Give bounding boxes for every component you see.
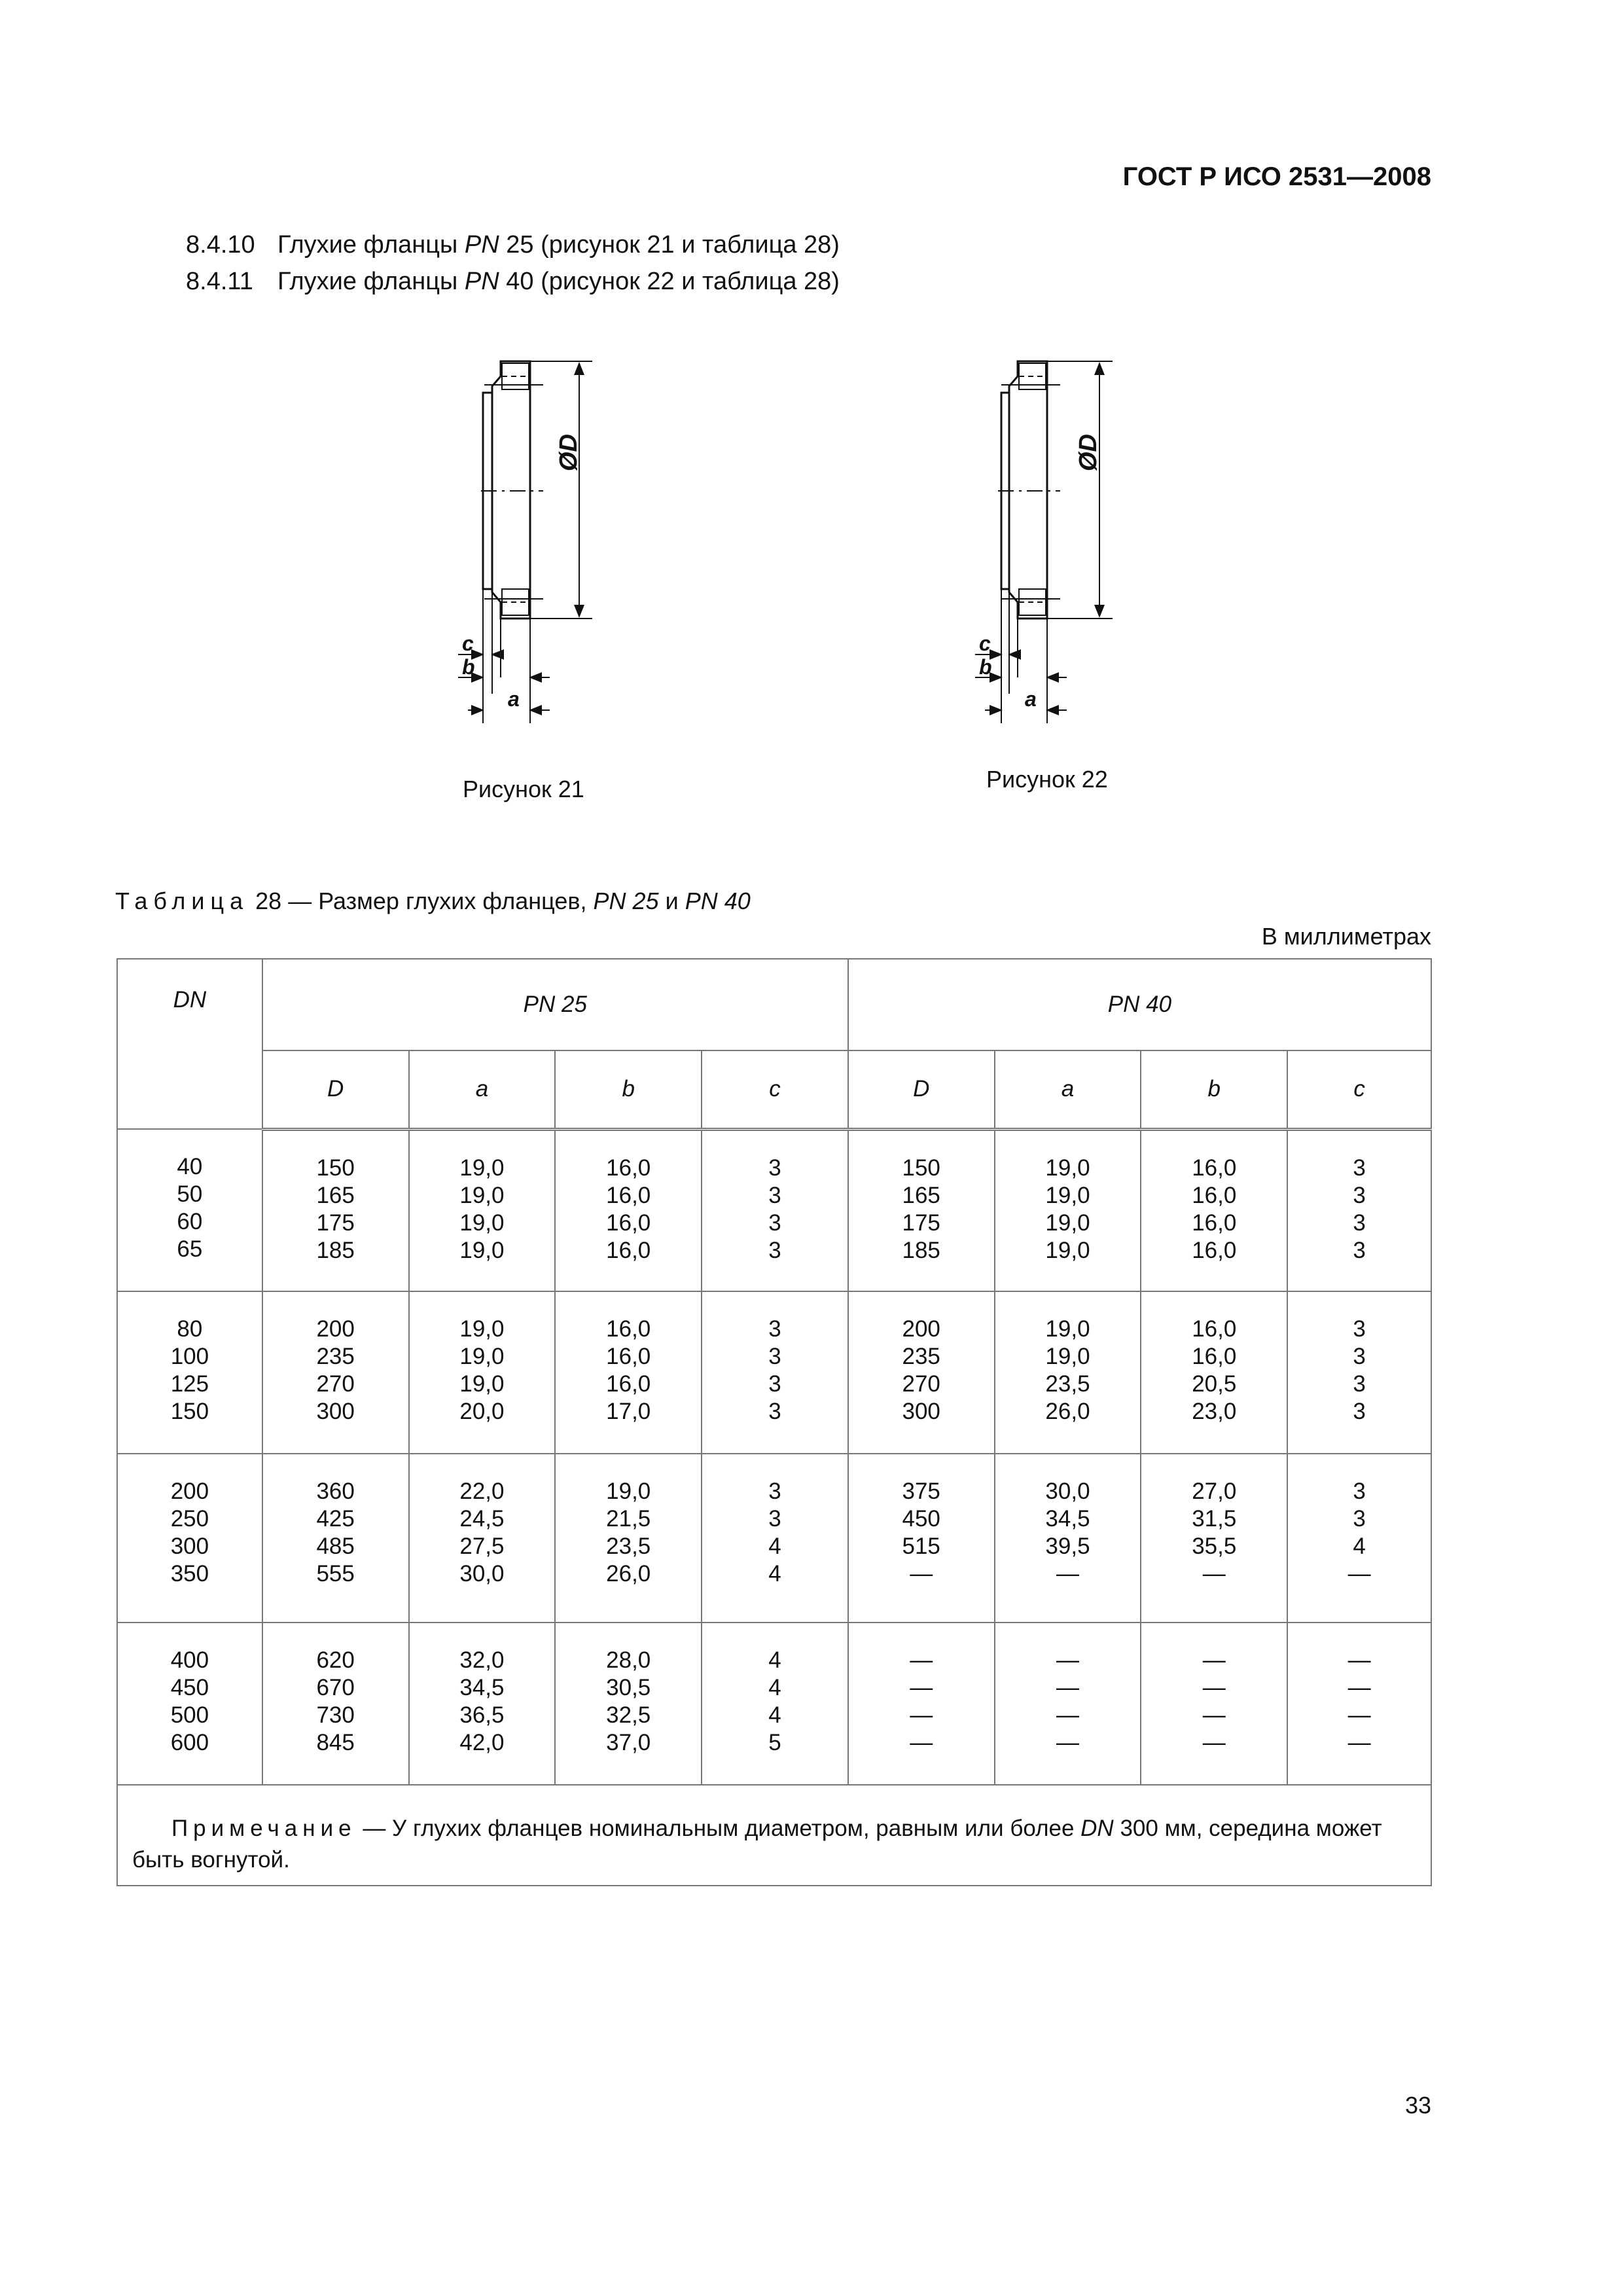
cell-pn40-a: 19,0 19,0 23,5 26,0 (995, 1291, 1141, 1454)
cell-pn40-b: 16,0 16,0 16,0 16,0 (1141, 1129, 1287, 1291)
table-row (117, 1291, 1431, 1454)
cell-dn: 200 250 300 350 (117, 1454, 262, 1623)
cell-pn25-b: 16,0 16,0 16,0 17,0 (555, 1291, 702, 1454)
group-header-pn40 (848, 959, 1431, 1050)
cell-dn: 80 100 125 150 (117, 1291, 262, 1454)
cell-pn40-a: 19,0 19,0 19,0 19,0 (995, 1129, 1141, 1291)
fig21-caption: Рисунок 21 (463, 776, 584, 802)
page-number: 33 (1404, 2092, 1431, 2119)
cell-pn40-b: — — — — (1141, 1623, 1287, 1785)
cell-pn25-D: 620 670 730 845 (262, 1623, 409, 1785)
fig22-dim-c: c (979, 632, 991, 655)
cell-pn40-D: — — — — (848, 1623, 995, 1785)
cell-dn: 40 50 60 65 (117, 1129, 262, 1291)
clause-text-pre: Глухие фланцы (277, 268, 465, 295)
figure-22-drawing (975, 361, 1113, 723)
fig22-caption: Рисунок 22 (986, 766, 1108, 793)
fig22-dim-b: b (979, 655, 992, 679)
cell-pn40-D: 200 235 270 300 (848, 1291, 995, 1454)
table-title-and: и (658, 888, 685, 914)
cell-pn40-a: 30,0 34,5 39,5 — (995, 1454, 1141, 1623)
cell-pn25-D: 360 425 485 555 (262, 1454, 409, 1623)
subheader-pn40-D: D (848, 1050, 995, 1129)
subheader-pn25-a: a (409, 1050, 556, 1129)
cell-pn25-c: 4 4 4 5 (702, 1623, 848, 1785)
figures-drawing (0, 0, 1623, 851)
col-header-dn: DN (117, 959, 262, 1129)
table-row (117, 1623, 1431, 1785)
cell-pn25-a: 32,0 34,5 36,5 42,0 (409, 1623, 556, 1785)
group-header-pn40-text: PN 40 (1107, 992, 1172, 1017)
clause-pn: PN (464, 268, 499, 295)
subheader-pn25-b: b (555, 1050, 702, 1129)
group-header-pn25 (262, 959, 848, 1050)
note-label: Примечание (171, 1816, 357, 1841)
cell-pn40-c: 3 3 4 — (1287, 1454, 1431, 1623)
cell-dn: 400 450 500 600 (117, 1623, 262, 1785)
figure-21-drawing (458, 361, 592, 723)
cell-pn25-a: 19,0 19,0 19,0 19,0 (409, 1129, 556, 1291)
cell-pn25-a: 19,0 19,0 19,0 20,0 (409, 1291, 556, 1454)
cell-pn25-D: 150 165 175 185 (262, 1129, 409, 1291)
cell-pn25-b: 19,0 21,5 23,5 26,0 (555, 1454, 702, 1623)
table-title (115, 888, 751, 915)
fig21-dim-c: c (462, 632, 474, 655)
clause-text-pre: Глухие фланцы (277, 231, 465, 259)
table-label: Таблица (115, 888, 249, 914)
table-header-row-1 (117, 959, 1431, 1050)
cell-pn40-b: 16,0 16,0 20,5 23,0 (1141, 1291, 1287, 1454)
note-text-post: 300 мм, середина может быть вогнутой. (132, 1816, 1382, 1873)
fig21-dim-D: ØD (555, 434, 582, 471)
clause-number: 8.4.10 (186, 231, 255, 259)
group-header-pn25-text: PN 25 (523, 992, 587, 1017)
table-note-row (117, 1785, 1431, 1886)
clause-number: 8.4.11 (186, 268, 253, 295)
document-standard-header: ГОСТ Р ИСО 2531—2008 (1122, 162, 1431, 191)
cell-pn40-D: 150 165 175 185 (848, 1129, 995, 1291)
table-header-row-2 (117, 1050, 1431, 1129)
cell-pn25-b: 16,0 16,0 16,0 16,0 (555, 1129, 702, 1291)
cell-pn40-D: 375 450 515 — (848, 1454, 995, 1623)
cell-pn25-D: 200 235 270 300 (262, 1291, 409, 1454)
table-row (117, 1454, 1431, 1623)
cell-pn25-c: 3 3 3 3 (702, 1129, 848, 1291)
subheader-pn40-c: c (1287, 1050, 1431, 1129)
note-text-pre: — У глухих фланцев номинальным диаметром, равным или более (356, 1816, 1081, 1841)
table-title-pn25: PN 25 (593, 888, 659, 914)
table-row (117, 1129, 1431, 1291)
flange-dimensions-table (116, 958, 1432, 1886)
table-title-pn40: PN 40 (685, 888, 751, 914)
table-note (117, 1785, 1431, 1886)
note-dn: DN (1080, 1816, 1114, 1841)
clause-text-post: 40 (рисунок 22 и таблица 28) (499, 268, 840, 295)
subheader-pn25-c: c (702, 1050, 848, 1129)
fig21-dim-b: b (462, 655, 475, 679)
cell-pn40-c: 3 3 3 3 (1287, 1291, 1431, 1454)
fig22-dim-a: a (1025, 687, 1037, 711)
table-title-pre: 28 — Размер глухих фланцев, (249, 888, 594, 914)
cell-pn25-a: 22,0 24,5 27,5 30,0 (409, 1454, 556, 1623)
cell-pn40-c: 3 3 3 3 (1287, 1129, 1431, 1291)
fig22-dim-D: ØD (1075, 434, 1102, 471)
cell-pn40-a: — — — — (995, 1623, 1141, 1785)
cell-pn40-b: 27,0 31,5 35,5 — (1141, 1454, 1287, 1623)
clause-pn: PN (464, 231, 499, 259)
cell-pn25-c: 3 3 3 3 (702, 1291, 848, 1454)
fig21-dim-a: a (508, 687, 520, 711)
cell-pn40-c: — — — — (1287, 1623, 1431, 1785)
cell-pn25-c: 3 3 4 4 (702, 1454, 848, 1623)
clause-text-post: 25 (рисунок 21 и таблица 28) (499, 231, 840, 259)
subheader-pn40-a: a (995, 1050, 1141, 1129)
subheader-pn40-b: b (1141, 1050, 1287, 1129)
table-units: В миллиметрах (1261, 923, 1431, 950)
cell-pn25-b: 28,0 30,5 32,5 37,0 (555, 1623, 702, 1785)
subheader-pn25-D: D (262, 1050, 409, 1129)
